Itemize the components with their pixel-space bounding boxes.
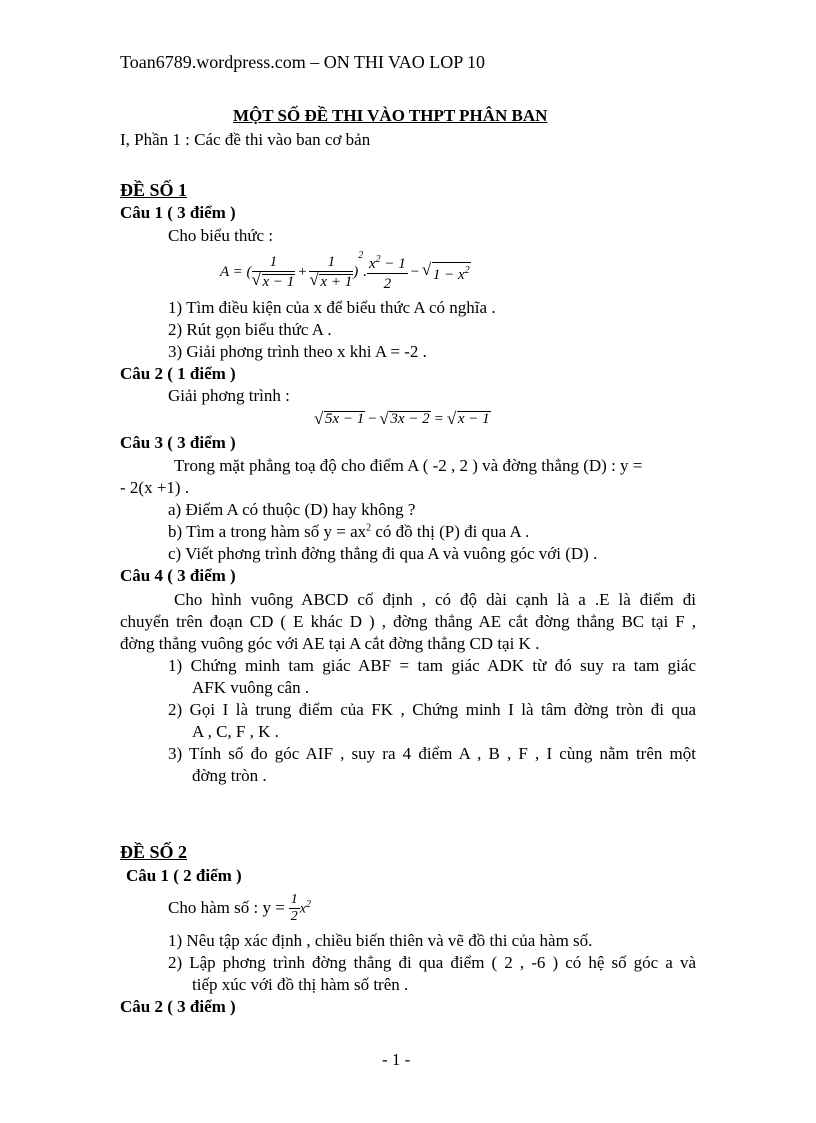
de1-cau4-item-2b: A , C, F , K . <box>192 722 279 741</box>
de2-heading: ĐỀ SỐ 2 <box>120 842 188 862</box>
de1-cau1-item-3: 3) Giải phơng trình theo x khi A = -2 . <box>168 342 427 361</box>
de1-cau4-item-2a: 2) Gọi I là trung điểm của FK , Chứng minh I là tâm đờng tròn đi qua <box>168 700 696 719</box>
de1-cau4-item-1b: AFK vuông cân . <box>192 678 310 697</box>
de1-cau4-line3: đờng thẳng vuông góc với AE tại A cắt đờng thẳng CD tại K . <box>120 634 540 653</box>
de1-cau1-intro: Cho biểu thức : <box>168 226 274 245</box>
de1-cau4-line2: chuyển trên đoạn CD ( E khác D ) , đờng thẳng AE cắt đờng thẳng BC tại F , <box>120 612 696 631</box>
formula-a: A = ( 1 √ x − 1 + 1 √ x + 1 )$^2$. $\frac{x^2 - 1}{2}$ −√ $1 - x^2$ <box>220 250 471 294</box>
frac-half: $\frac{1}{2}$ <box>290 891 298 924</box>
de1-cau3-item-b: b) Tìm a trong hàm số $y = ax^2$ có đồ thị (P) đi qua A . <box>168 522 530 541</box>
frac-1: 1 √ x − 1 <box>252 253 296 292</box>
de1-cau1-label: Câu 1 ( 3 điểm ) <box>120 203 236 222</box>
de1-heading: ĐỀ SỐ 1 <box>120 180 188 200</box>
de1-cau4-item-3a: 3) Tính số đo góc AIF , suy ra 4 điểm A , B , F , I cùng nằm trên một <box>168 744 696 763</box>
sqrt-1-minus-x2: √ $1 - x^2$ <box>422 262 471 284</box>
equation-cau2: √ 5x − 1 −√ 3x − 2 =√ x − 1 <box>314 411 491 428</box>
de1-cau3-label: Câu 3 ( 3 điểm ) <box>120 433 236 452</box>
sqrt-x-plus-1: √ x + 1 <box>309 272 353 292</box>
de1-cau4-label: Câu 4 ( 3 điểm ) <box>120 566 236 585</box>
page-number: - 1 - <box>382 1050 411 1069</box>
formula-a-lhs: A = ( <box>220 264 252 281</box>
de2-cau1-item-2a: 2) Lập phơng trình đờng thẳng đi qua điểm ( 2 , -6 ) có hệ số góc a và <box>168 953 696 972</box>
sqrt-x-minus-1: √ x − 1 <box>252 272 296 292</box>
de2-cau2-label: Câu 2 ( 3 điểm ) <box>120 997 236 1016</box>
de1-cau4-line1: Cho hình vuông ABCD cố định , có độ dài cạnh là a .E là điểm đi <box>174 590 696 609</box>
de1-cau2-label: Câu 2 ( 1 điểm ) <box>120 364 236 383</box>
de1-cau4-item-1a: 1) Chứng minh tam giác ABF = tam giác ADK từ đó suy ra tam giác <box>168 656 696 675</box>
de1-cau3-line1: Trong mặt phẳng toạ độ cho điểm A ( -2 , 2 ) và đờng thẳng (D) : y = <box>174 456 643 475</box>
section-heading: I, Phần 1 : Các đề thi vào ban cơ bản <box>120 130 371 149</box>
de2-cau1-intro-row: Cho hàm số : y = $\frac{1}{2}$ $x^2$ <box>168 891 312 924</box>
de1-cau3-item-c: c) Viết phơng trình đờng thẳng đi qua A và vuông góc với (D) . <box>168 544 598 563</box>
de1-cau1-item-2: 2) Rút gọn biểu thức A . <box>168 320 332 339</box>
frac-3: $\frac{x^2 - 1}{2}$ <box>367 251 408 294</box>
de1-cau1-item-1: 1) Tìm điều kiện của x để biểu thức A có nghĩa . <box>168 298 496 317</box>
de2-cau1-label: Câu 1 ( 2 điểm ) <box>126 866 242 885</box>
page-header: Toan6789.wordpress.com – ON THI VAO LOP 10 <box>120 52 486 72</box>
de1-cau4-item-3b: đờng tròn . <box>192 766 267 785</box>
de2-cau1-intro: Cho hàm số : y = <box>168 898 285 917</box>
de1-cau3-line2: - 2(x +1) . <box>120 478 190 497</box>
de1-cau3-item-a: a) Điểm A có thuộc (D) hay không ? <box>168 500 416 519</box>
de2-cau1-item-1: 1) Nêu tập xác định , chiều biến thiên và vẽ đồ thi của hàm số. <box>168 931 593 950</box>
frac-2: 1 √ x + 1 <box>309 253 353 292</box>
de2-cau1-item-2b: tiếp xúc với đồ thị hàm số trên . <box>192 975 409 994</box>
page-title: MỘT SỐ ĐỀ THI VÀO THPT PHÂN BAN <box>233 106 548 125</box>
de1-cau2-intro: Giải phơng trình : <box>168 386 290 405</box>
